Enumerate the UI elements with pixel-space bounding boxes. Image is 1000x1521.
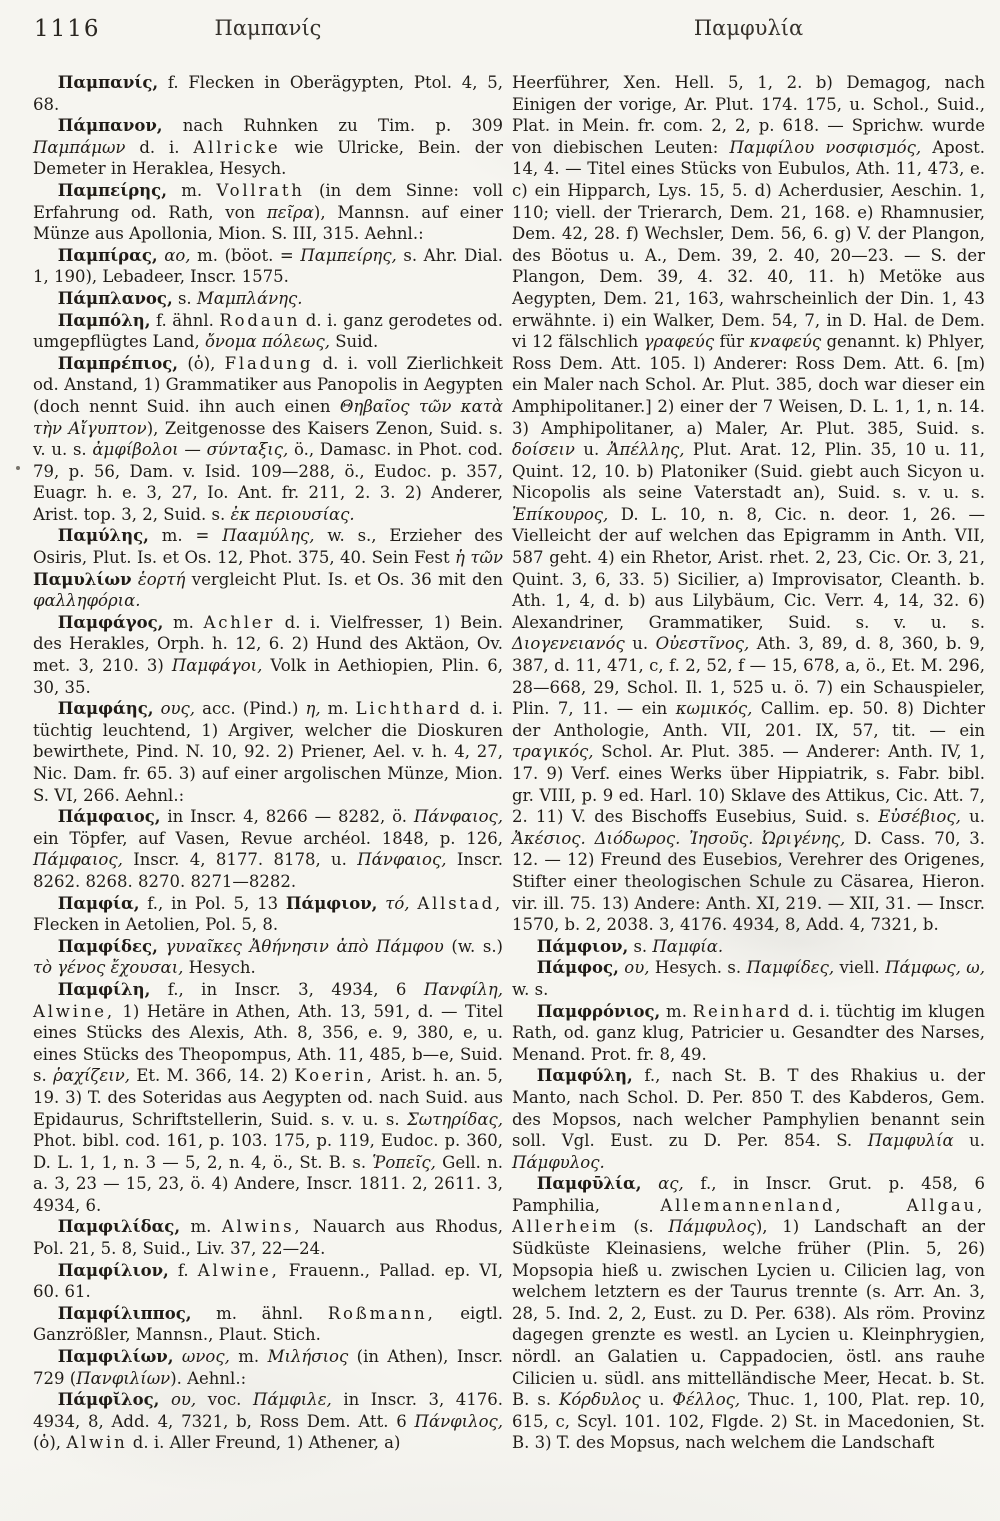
dictionary-entry <box>33 893 503 936</box>
entry-text: Παμπείρης, <box>300 245 397 265</box>
entry-text: Διογενειανός <box>512 634 625 654</box>
entry-text: (in Athen), Inscr. 729 ( <box>33 1347 503 1388</box>
entry-text: Hesych. <box>183 958 256 978</box>
entry-headword: Παμύλης, <box>57 526 149 546</box>
dictionary-entry <box>33 698 503 806</box>
entry-text: Πανφιλίων <box>76 1368 171 1388</box>
entry-text: Κόρδυλος <box>559 1390 641 1410</box>
entry-text: s. <box>628 936 653 956</box>
entry-text: u. <box>624 634 656 654</box>
entry-text: Παμφάγοι, <box>171 656 263 676</box>
entry-text: d. i. Aller Freund, 1) Athener, a) <box>127 1433 401 1453</box>
entry-text: wie Ulricke, Bein. der Demeter in Heraklea, Hesych. <box>33 137 503 179</box>
entry-text: (in dem Sinne: voll Erfahrung od. Rath, von <box>33 180 503 222</box>
entry-text: ὄνομα πόλεως, <box>204 332 330 352</box>
entry-headword: Παμπανίς, <box>57 73 159 92</box>
dictionary-entry <box>33 525 503 611</box>
entry-text: Nauarch aus Rhodus, Pol. 21, 5. 8, Suid., Liv. 37, 22—24. <box>33 1217 503 1259</box>
dictionary-entry <box>512 957 985 1000</box>
entry-text <box>173 1347 181 1366</box>
entry-text: Schol. Ar. Plut. 385. — Anderer: Anth. IV, 1, 17. 9) Verf. eines Werks über Hippiatrik, s. Fabr. bibl. gr. VIII, p. 9 ed. Harl. 10) Sklave des Attikus, Cic. Att. 7, 2. 11) V. des Bischoffs Eusebius, Suid. s. <box>512 742 985 827</box>
entry-text: Roßmann, <box>327 1303 436 1323</box>
entry-headword: Παμφίλιον, <box>57 1260 169 1280</box>
entry-text: Frauenn., Pallad. ep. VI, 60. 61. <box>33 1260 503 1302</box>
dictionary-entry <box>33 72 503 115</box>
entry-text: m. (böot. = <box>190 245 301 265</box>
entry-text: f., nach St. B. T des Rhakius u. der Manto, nach Schol. D. Per. 850 T. des Kabderos, Gem. des Mopsos, nach welcher Pamphylien benannt sein soll. Vgl. Eust. zu D. Per. 854. S. <box>512 1066 985 1151</box>
entry-text: w. s., Erzieher des Osiris, Plut. Is. et Os. 12, Phot. 375, 40. Sein Fest <box>33 526 503 568</box>
entry-text: vergleicht Plut. Is. et Os. 36 mit den <box>185 569 503 589</box>
entry-text: γραφεύς <box>643 332 715 352</box>
entry-text: f., in Inscr. 3, 4934, 6 <box>150 979 424 999</box>
entry-headword: Πάμφαιος, <box>57 807 161 827</box>
entry-headword: Παμπόλη, <box>57 310 151 330</box>
dictionary-entry <box>33 806 503 892</box>
entry-text: Fladung <box>224 353 314 373</box>
dictionary-entry <box>33 1303 503 1346</box>
entry-text: Alwine, <box>33 1001 115 1021</box>
entry-text: ἀμφίβολοι — σύνταξις, <box>92 440 289 460</box>
entry-text: (ὁ), <box>178 353 225 373</box>
entry-text: f. ähnl. <box>150 310 220 330</box>
entry-text: Πάνφιλος, <box>414 1411 503 1431</box>
entry-text: Vollrath <box>216 180 305 200</box>
entry-text: Heerführer, Xen. Hell. 5, 1, 2. b) Demagog, nach Einigen der vorige, Ar. Plut. 174. 175, u. Schol., Suid., Plat. in Mein. fr. com. 2, 2, p. 618. — Sprichw. wurde von diebischen Leuten: <box>512 73 985 157</box>
dictionary-entry <box>33 115 503 180</box>
entry-text: Θηβαῖος τῶν κατὰ τὴν Αἴγυπτον <box>33 396 503 438</box>
entry-headword: Παμφάγος, <box>57 612 164 632</box>
dictionary-entry <box>33 979 503 1217</box>
entry-text: Εὐσέβιος, <box>878 807 961 827</box>
entry-headword: Παμφίδες, <box>57 936 158 956</box>
entry-text: (ὁ), <box>33 1433 67 1453</box>
dictionary-entry <box>33 310 503 353</box>
entry-text: γυναῖκες Ἀθήνησιν ἀπὸ Πάμφου <box>165 936 444 956</box>
dictionary-entry <box>33 1216 503 1259</box>
page-header <box>0 12 1000 62</box>
entry-text: u. <box>953 1131 985 1151</box>
entry-text: Πάμφιλε, <box>252 1390 332 1410</box>
entry-text: Lichthard <box>355 699 463 719</box>
entry-headword: Πάμφῐλος, <box>57 1390 160 1410</box>
entry-text: (w. s.) <box>443 936 503 956</box>
entry-text: ), Mannsn. auf einer Münze aus Apollonia, Mion. S. III, 315. Aehnl.: <box>33 202 503 244</box>
entry-text: m. <box>166 180 217 200</box>
entry-text: Ath. 3, 89, d. 8, 360, b. 9, 387, d. 11, 471, c, f. 2, 52, f — 15, 678, a, ö., Et. M. 296, 28—668, 29, Schol. Il. 1, 525 u. ö. 7) ein Schauspieler, Plin. 7, 11. — ein <box>512 634 985 719</box>
entry-text: κναφεύς <box>749 332 822 352</box>
entry-text: κωμικός, <box>675 699 753 719</box>
entry-text: Phot. bibl. cod. 161, p. 103. 175, p. 119, Eudoc. p. 360, D. L. 1, 1, n. 3 — 5, 2, n. 4, ö., St. B. s. <box>33 1131 503 1172</box>
dictionary-entry <box>512 72 985 936</box>
entry-text: Alwins, <box>221 1217 303 1237</box>
entry-text: Οὐεστῖνος, <box>655 634 750 654</box>
entry-text: Gell. n. a. 3, 23 — 15, 23, ö. 4) Andere, Inscr. 1811. 2, 2611. 3, 4934, 6. <box>33 1152 503 1215</box>
entry-text: s. <box>172 288 197 308</box>
entry-text: Παμφίλου νοσφισμός, <box>729 137 922 157</box>
entry-text: Παμφυλία <box>867 1131 954 1151</box>
dictionary-entry <box>512 1001 985 1066</box>
dictionary-entry <box>33 1260 503 1303</box>
entry-text: f. Flecken in Oberägypten, Ptol. 4, 5, 68. <box>33 73 503 114</box>
entry-headword: Παμφίλιππος, <box>57 1303 192 1323</box>
entry-text: Πάμφυλος. <box>512 1152 605 1172</box>
entry-text: D. Cass. 70, 3. 12. — 12) Freund des Eusebios, Verehrer des Origenes, Stifter einer theologischen Schule zu Cäsarea, Hieron. vir. ill. 75. 13) Andere: Anth. XI, 219. — XII, 31. — Inscr. 1570, b. 2, 2038. 3, 4176. 4934, 8, Add. 4, 7321, b. <box>512 828 985 935</box>
entry-text: Et. M. 366, 14. 2) <box>129 1066 295 1086</box>
entry-text: u. <box>640 1390 673 1410</box>
entry-text: genannt. k) Phlyer, Ross Dem. Att. 105. l) Anderer: Ross Dem. Att. 6. [m) ein Maler nach Schol. Ar. Plut. 385, doch war dieser ein Amphipolitaner.] 2) einer der 7 Weisen, D. L. 1, 1, n. 14. 3) Amphipolitaner, a) Maler, Ar. Plut. 385, Suid. s. <box>512 332 985 438</box>
entry-headword: Παμφρόνιος, <box>536 1001 661 1021</box>
entry-text: Μαμπλάνης. <box>196 288 303 308</box>
dictionary-entry <box>512 936 985 958</box>
entry-text: ein Töpfer, auf Vasen, Revue archéol. 1848, p. 126, <box>33 828 503 848</box>
entry-headword: Παμπίρας, <box>57 245 158 265</box>
entry-text: eigtl. Ganzrößler, Mannsn., Plaut. Stich. <box>33 1303 503 1345</box>
entry-headword: Παμφιλίων, <box>57 1347 174 1367</box>
entry-text: τραγικός, <box>512 742 594 762</box>
entry-text: w. s. <box>512 979 549 999</box>
entry-headword: Πάμφιον, <box>536 936 629 956</box>
entry-text: Πάνφαιος, <box>357 850 447 870</box>
entry-text: Πααμύλης, <box>222 526 315 546</box>
entry-text: Allricke <box>193 137 281 157</box>
entry-text: τό, <box>385 893 410 913</box>
entry-text: Ῥοπεῖς, <box>372 1152 436 1172</box>
entry-text: Plut. Arat. 12, Plin. 35, 10 u. 11, Quint. 12, 10. b) Platoniker (Suid. giebt auch Sicyon u. Nicopolis als seine Vaterstadt an), Suid. s. v. u. s. <box>512 440 985 503</box>
entry-text: αο, <box>164 245 191 265</box>
entry-text: Πάνφαιος, <box>413 807 503 827</box>
entry-headword: Πάμφιον, <box>285 893 378 913</box>
entry-text: Suid. <box>329 332 379 352</box>
entry-text: Reinhard <box>692 1001 793 1021</box>
entry-text: acc. (Pind.) <box>195 699 306 719</box>
entry-text: Μιλήσιος <box>267 1347 349 1367</box>
entry-text: Callim. ep. 50. 8) Dichter der Anthologie, Anth. VII, 201. IX, 57, tit. — ein <box>512 699 985 740</box>
entry-text: Πάμφαιος, <box>33 850 123 870</box>
entry-text: d. i. voll Zierlichkeit od. Anstand, 1) Grammatiker aus Panopolis in Aegypten (doch nennt Suid. ihn auch einen <box>33 353 504 416</box>
entry-text: Ἀπέλλης, <box>607 440 685 460</box>
entry-text: m. ähnl. <box>191 1303 328 1323</box>
entry-headword: Πάμπανον, <box>57 116 163 136</box>
entry-text <box>641 1174 658 1193</box>
dictionary-entry <box>33 353 503 526</box>
entry-text: in Inscr. 3, 4176. 4934, 8, Add. 4, 7321, b, Ross Dem. Att. 6 <box>33 1390 503 1431</box>
dictionary-entry <box>33 245 503 288</box>
header-keyword-left: Παμπανίς <box>214 16 322 40</box>
entry-text: ). Aehnl.: <box>170 1368 247 1388</box>
entry-text: Apost. 14, 4. — Titel eines Stücks von Eubulos, Ath. 11, 473, e. c) ein Hipparch, Lys. 15, 5. d) Acherdusier, Aeschin. 1, 110; viell. der Trierarch, Dem. 21, 168. e) Rhamnusier, Dem. 42, 28. f) Wechsler, Dem. 56, 6. g) V. der Plangon, des Böotus u. A., Dem. 39, 2. 40, 20—23. — S. der Plangon, Dem. 39, 4. 32. 40, 11. h) Metöke aus Aegypten, Dem. 21, 163, wahrscheinlich der Din. 1, 43 erwähnte. i) ein Walker, Dem. 54, 7, in D. Hal. de Dem. vi 12 fälschlich <box>512 137 986 352</box>
entry-headword: Παμυλίων <box>33 569 132 589</box>
page-number: 1116 <box>34 16 101 42</box>
entry-text: d. i. ganz gerodetes od. umgepflügtes Land, <box>33 310 503 352</box>
entry-text: Thuc. 1, 100, Plat. rep. 10, 615, c, Scyl. 101. 102, Flgde. 2) St. in Macedonien, St. B. 3) T. des Mopsus, nach welchem die Landschaft <box>512 1390 985 1453</box>
dictionary-entry <box>33 612 503 698</box>
entry-text: φαλληφόρια. <box>33 591 141 611</box>
entry-text: s. Ahr. Dial. 1, 190), Lebadeer, Inscr. 1575. <box>33 245 503 287</box>
entry-text: Inscr. 4, 8177. 8178, u. <box>122 850 358 870</box>
entry-text: Alwin <box>66 1433 128 1453</box>
entry-text: ωνος, <box>181 1347 230 1367</box>
entry-text: d. i. <box>125 137 194 157</box>
entry-text: D. L. 10, n. 8, Cic. n. deor. 1, 26. — Vielleicht der auf welchen das Epigramm in Anth. VII, 587 geht. 4) ein Rhetor, Arist. rhet. 2, 23, Cic. Or. 3, 21, Quint. 3, 6, 33. 5) Sicilier, a) Improvisator, Cleanth. b. Ath. 1, 4, d. b) aus Lilybäum, Cic. Verr. 4, 14, 32. 6) Alexandriner, Grammatiker, Suid. s. v. u. s. <box>512 504 985 632</box>
entry-headword: Παμφύλη, <box>536 1066 633 1086</box>
entry-text: Alwine, <box>197 1260 280 1280</box>
entry-text: Achler <box>203 612 276 632</box>
entry-text: in Inscr. 4, 8266 — 8282, ö. <box>160 807 414 827</box>
header-keyword-right: Παμφυλία <box>693 16 804 40</box>
entry-text: πεῖρα <box>266 202 314 222</box>
entry-text: Σωτηρίδας, <box>407 1109 503 1129</box>
dictionary-entry <box>33 1346 503 1389</box>
entry-text: Allemannenland, Allgau, Allerheim <box>512 1195 985 1237</box>
entry-headword: Πάμφος, <box>536 958 619 978</box>
entry-headword: Παμφίλη, <box>57 979 151 999</box>
entry-text: m. = <box>148 526 223 546</box>
entry-headword: Παμφάης, <box>57 699 154 719</box>
entry-text: Πάμφυλος <box>668 1217 756 1237</box>
entry-text: η, <box>305 699 321 719</box>
entry-text: m. <box>229 1347 268 1367</box>
entry-text: ου, <box>624 958 650 978</box>
entry-text: Πανφίλη, <box>423 979 503 999</box>
entry-text: m. <box>180 1217 222 1237</box>
column-left <box>33 72 503 1454</box>
dictionary-entry <box>33 1389 503 1454</box>
entry-text: ö., Damasc. in Phot. cod. 79, p. 56, Dam. v. Isid. 109—288, ö., Eudoc. p. 357, Euagr. h. e. 3, 27, Io. Ant. fr. 211, 2. 3. 2) Anderer, Arist. top. 3, 2, Suid. s. <box>33 440 503 524</box>
entry-headword: Παμπείρης, <box>57 180 167 200</box>
entry-text: d. i. tüchtig im klugen Rath, od. ganz klug, Patricier u. Gesandter des Narses, Menand. Prot. fr. 8, 49. <box>512 1001 985 1064</box>
entry-text: Allstad, <box>417 893 504 913</box>
entry-text: Inscr. 8262. 8268. 8270. 8271—8282. <box>33 850 503 891</box>
entry-text: Volk in Aethiopien, Plin. 6, 30, 35. <box>33 656 503 697</box>
entry-text: Hesych. s. <box>649 958 747 978</box>
entry-headword: Παμφῡλία, <box>536 1174 642 1194</box>
entry-text: m. <box>163 612 204 632</box>
column-right <box>512 72 985 1454</box>
entry-text: Ἀκέσιος. Διόδωρος. Ἰησοῦς. Ὠριγένης, <box>512 828 846 848</box>
entry-text: nach Ruhnken zu Tim. p. 309 <box>162 116 503 136</box>
entry-text: d. i. Vielfresser, 1) Bein. des Herakles, Orph. h. 12, 6. 2) Hund des Aktäon, Ov. met. 3, 210. 3) <box>33 612 504 676</box>
entry-text: Koerin, <box>294 1066 375 1086</box>
entry-text: ου, <box>170 1390 197 1410</box>
entry-text: Παμπάμων <box>33 137 126 157</box>
entry-text: Φέλλος, <box>672 1390 741 1410</box>
ink-speck <box>16 466 20 470</box>
entry-headword: Πάμπλανος, <box>57 288 173 308</box>
dictionary-entry <box>33 288 503 310</box>
entry-text: ), 1) Landschaft an der Südküste Kleinasiens, welche früher (Plin. 5, 26) Mopsopia hieß u. zwischen Lycien u. Cilicien lag, von welchem letztern es der Taurus trennte (s. Arr. An. 3, 28, 5. Ind. 2, 2, Eust. zu D. Per. 638). Als röm. Provinz dagegen grenzte es westl. an Lycien u. Kleinphrygien, nördl. an Galatien u. Cappadocien, östl. ans rauhe Cilicien u. südl. ans mittelländische Meer, Hecat. b. St. B. s. <box>512 1217 986 1410</box>
entry-text: ῥαχίζειν, <box>53 1066 130 1086</box>
entry-text: d. i. tüchtig leuchtend, 1) Argiver, welcher die Dioskuren bewirthete, Pind. N. 10, 92. 2) Priener, Ael. v. h. 4, 27, Nic. Dam. fr. 65. 3) auf einer argolischen Münze, Mion. S. VI, 266. Aehnl.: <box>33 699 503 805</box>
entry-text: ας, <box>658 1174 684 1194</box>
dictionary-entry <box>512 1173 985 1454</box>
entry-text: f., in Pol. 5, 13 <box>139 893 286 913</box>
entry-text: viell. <box>834 958 886 978</box>
entry-text: 1) Hetäre in Athen, Ath. 13, 591, d. — Titel eines Stücks des Alexis, Ath. 8, 356, e. 9, 380, e, u. eines Stücks des Theopompus, Ath. 11, 485, b—e, Suid. s. <box>33 1001 503 1086</box>
entry-headword: Παμπρέπιος, <box>57 353 179 373</box>
dictionary-entry <box>33 180 503 245</box>
entry-text: m. <box>320 699 356 719</box>
entry-text: Flecken in Aetolien, Pol. 5, 8. <box>33 915 279 935</box>
entry-text: (s. <box>618 1217 669 1237</box>
entry-text: voc. <box>196 1390 253 1410</box>
entry-text: ἡ τῶν <box>455 548 504 568</box>
entry-text: ους, <box>160 699 196 719</box>
entry-text: τὸ γένος ἔχουσαι, <box>33 958 184 978</box>
entry-text: Ἐπίκουρος, <box>512 504 609 524</box>
entry-text: δοίσειν <box>512 440 575 460</box>
entry-text: Rodaun <box>219 310 301 330</box>
entry-headword: Παμφιλίδας, <box>57 1217 181 1237</box>
entry-text: f. <box>168 1260 198 1280</box>
entry-text: u. <box>574 440 608 460</box>
entry-text: ), Zeitgenosse des Kaisers Zenon, Suid. s. v. u. s. <box>33 418 503 460</box>
entry-headword: Παμφία, <box>57 893 140 913</box>
dictionary-entry <box>512 1065 985 1173</box>
entry-text: ἑορτή <box>137 569 186 589</box>
entry-text: Παμφίδες, <box>746 958 835 978</box>
entry-text: für <box>714 332 750 352</box>
entry-text: f., in Inscr. Grut. p. 458, 6 Pamphilia, <box>512 1174 985 1215</box>
entry-text: m. <box>660 1001 693 1021</box>
entry-text: Παμφία. <box>652 936 724 956</box>
entry-text <box>159 1390 171 1409</box>
entry-text: ἐκ περιουσίας. <box>230 504 355 524</box>
dictionary-entry <box>33 936 503 979</box>
entry-text: u. <box>960 807 985 827</box>
entry-text <box>154 699 161 718</box>
entry-text: Πάμφως, ω, <box>885 958 985 978</box>
entry-text: Arist. h. an. 5, 19. 3) T. des Soteridas aus Aegypten od. nach Suid. aus Epidaurus, Schriftstellerin, Suid. s. v. u. s. <box>33 1066 503 1129</box>
